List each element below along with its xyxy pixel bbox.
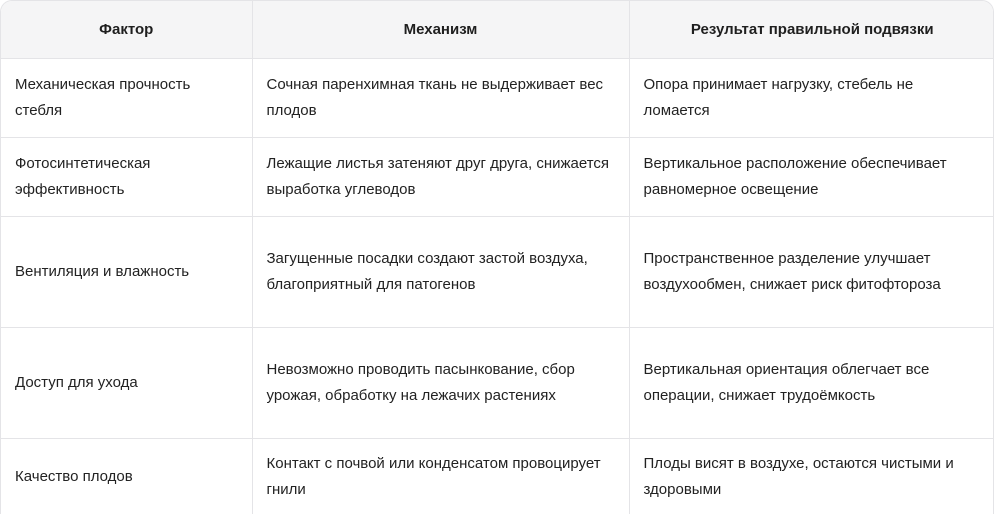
table-row xyxy=(1,328,994,439)
cell-result: Вертикальное расположение обеспечивает равномерное освещение xyxy=(629,138,994,217)
header-factor: Фактор xyxy=(1,1,252,59)
cell-mechanism: Сочная паренхимная ткань не выдерживает вес плодов xyxy=(252,59,629,138)
table-body xyxy=(1,59,994,514)
cell-result: Пространственное разделение улучшает воздухообмен, снижает риск фитофтороза xyxy=(629,217,994,328)
cell-factor: Механическая прочность стебля xyxy=(1,59,252,138)
cell-factor: Качество плодов xyxy=(1,439,252,514)
cell-result: Вертикальная ориентация облегчает все операции, снижает трудоёмкость xyxy=(629,328,994,439)
cell-mechanism: Лежащие листья затеняют друг друга, снижается выработка углеводов xyxy=(252,138,629,217)
cell-result: Опора принимает нагрузку, стебель не ломается xyxy=(629,59,994,138)
cell-factor: Фотосинтетическая эффективность xyxy=(1,138,252,217)
table-row xyxy=(1,138,994,217)
cell-mechanism: Загущенные посадки создают застой воздуха, благоприятный для патогенов xyxy=(252,217,629,328)
cell-result: Плоды висят в воздухе, остаются чистыми и здоровыми xyxy=(643,455,954,498)
cell-mechanism: Контакт с почвой или конденсатом провоцирует гнили xyxy=(252,439,629,514)
header-mechanism: Механизм xyxy=(252,1,629,59)
table-row xyxy=(1,217,994,328)
header-row xyxy=(1,1,994,59)
factors-table xyxy=(1,1,994,514)
cell-mechanism: Невозможно проводить пасынкование, сбор урожая, обработку на лежачих растениях xyxy=(252,328,629,439)
table-header xyxy=(1,1,994,59)
cell-factor: Доступ для ухода xyxy=(1,328,252,439)
table-row xyxy=(1,59,994,138)
header-result: Результат правильной подвязки xyxy=(629,1,994,59)
table-row xyxy=(1,439,994,514)
cell-factor: Вентиляция и влажность xyxy=(1,217,252,328)
